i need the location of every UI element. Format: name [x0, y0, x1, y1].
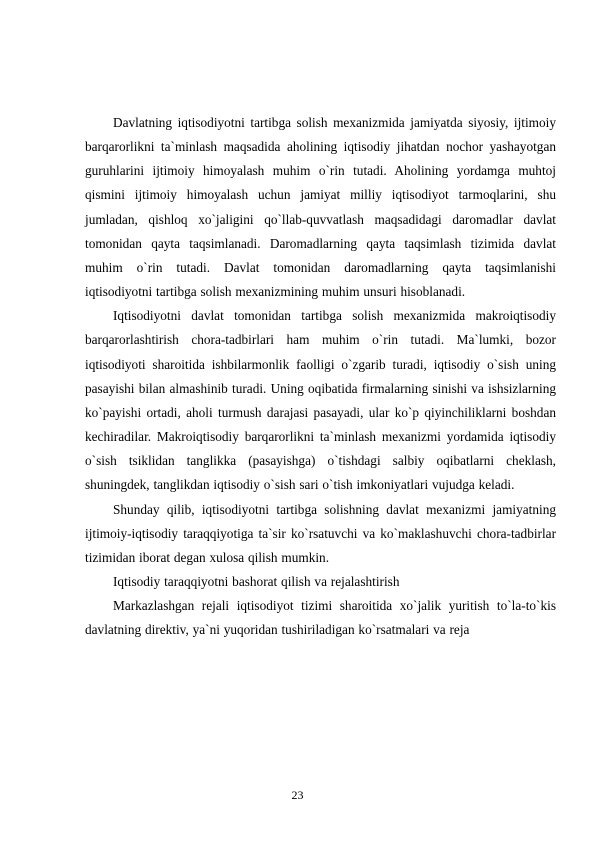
paragraph-planned-economy: Markazlashgan rejali iqtisodiyot tizimi sharoitida xo`jalik yuritish to`la-to`kis davlatning direktiv, ya`ni yuqoridan tushiriladigan ko`rsatmalari va reja: [85, 598, 556, 638]
paragraph-social-protection: Davlatning iqtisodiyotni tartibga solish mexanizmida jamiyatda siyosiy, ijtimoiy barqarorlikni ta`minlash maqsadida aholining iqtisodiy jihatdan nochor yashayotgan guruhlarini ijtimoiy himoyalash muhim o`rin tutadi. Aholining yordamga muhtoj qismini ijtimoiy himoyalash uchun jamiyat milliy iqtisodiyot tarmoqlarini, shu jumladan, qishloq xo`jaligini qo`llab-quvvatlash maqsadidagi daromadlar davlat tomonidan qayta taqsimlanadi. Daromadlarning qayta taqsimlash tizimida davlat muhim o`rin tutadi. Davlat tomonidan daromadlarning qayta taqsimlanishi iqtisodiyotni tartibga solish mexanizmining muhim unsuri hisoblanadi.: [85, 115, 556, 300]
paragraph-macroeconomic-stabilization: Iqtisodiyotni davlat tomonidan tartibga solish mexanizmida makroiqtisodiy barqarorlashtirish chora-tadbirlari ham muhim o`rin tutadi. Ma`lumki, bozor iqtisodiyoti sharoitida ishbilarmonlik faolligi o`zgarib turadi, iqtisodiy o`sish uning pasayishi bilan almashinib turadi. Uning oqibatida firmalarning sinishi va ishsizlarning ko`payishi ortadi, aholi turmush darajasi pasayadi, ular ko`p qiyinchiliklarni boshdan kechiradilar. Makroiqtisodiy barqarorlikni ta`minlash mexanizmi yordamida iqtisodiy o`sish tsiklidan tanglikka (pasayishga) o`tishdagi salbiy oqibatlarni cheklash, shuningdek, tanglikdan iqtisodiy o`sish sari o`tish imkoniyatlari vujudga keladi.: [85, 308, 556, 493]
section-heading-forecasting: Iqtisodiy taraqqiyotni bashorat qilish va rejalashtirish: [113, 573, 400, 589]
page-body: [85, 111, 556, 642]
paragraph-conclusion: Shunday qilib, iqtisodiyotni tartibga solishning davlat mexanizmi jamiyatning ijtimoiy-iqtisodiy taraqqiyotiga ta`sir ko`rsatuvchi va ko`maklashuvchi chora-tadbirlar tizimidan iborat degan xulosa qilish mumkin.: [85, 501, 556, 565]
page-number: 23: [291, 788, 304, 802]
